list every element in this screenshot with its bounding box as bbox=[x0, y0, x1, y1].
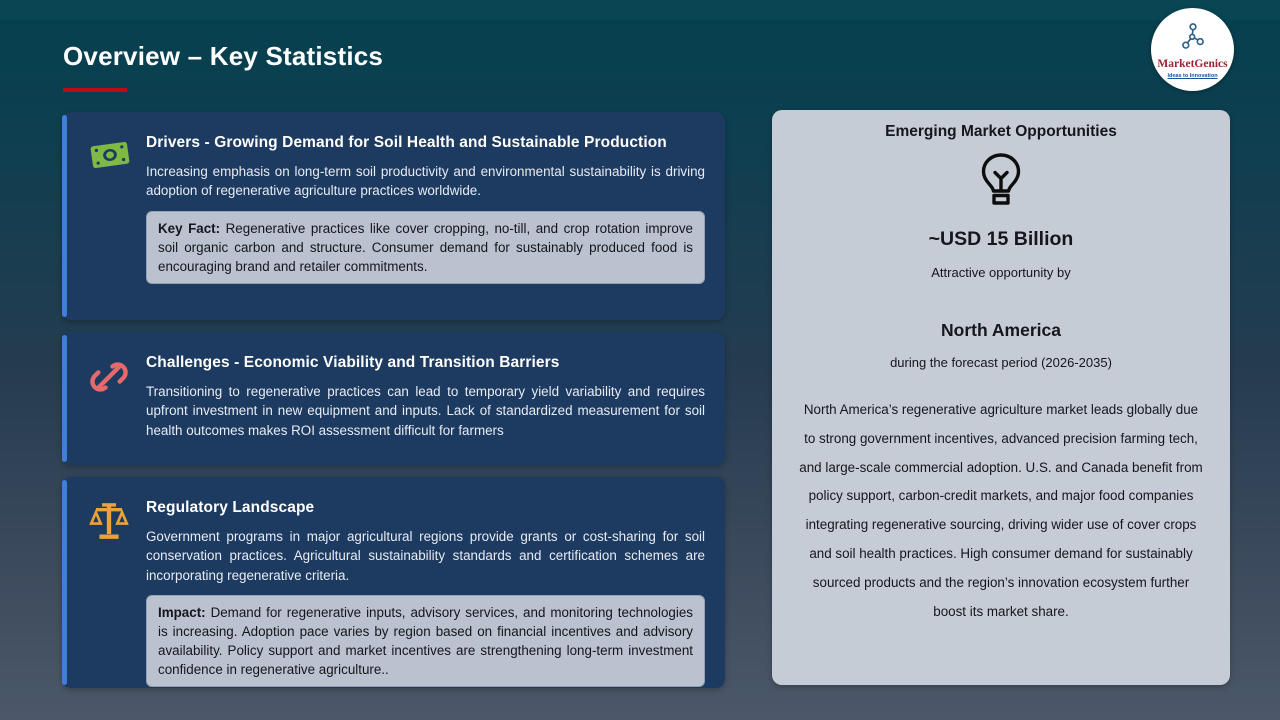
opportunity-subtitle: Attractive opportunity by bbox=[931, 265, 1071, 280]
region-description: North America’s regenerative agriculture market leads globally due to strong government incentives, advanced precision farming tech, and large-scale commercial adoption. U.S. and Canada benefit from policy support, carbon-credit markets, and major food companies integrating regenerative sourcing, driving wider use of cover crops and soil health practices. High consumer demand for sustainably sourced products and the region’s innovation ecosystem further boost its market share. bbox=[799, 402, 1203, 619]
lightbulb-icon bbox=[798, 151, 1204, 212]
forecast-period: during the forecast period (2026-2035) bbox=[890, 355, 1112, 370]
card-drivers-content bbox=[146, 134, 705, 306]
molecule-icon bbox=[1176, 20, 1210, 57]
key-fact-label: Key Fact: bbox=[158, 220, 221, 236]
opportunity-panel-title: Emerging Market Opportunities bbox=[885, 123, 1117, 140]
card-drivers-title: Drivers - Growing Demand for Soil Health and Sustainable Production bbox=[146, 134, 667, 151]
opportunity-panel bbox=[772, 110, 1230, 685]
card-regulatory-title: Regulatory Landscape bbox=[146, 499, 315, 516]
key-fact-box bbox=[146, 211, 705, 284]
brand-name: MarketGenics bbox=[1157, 58, 1228, 71]
card-challenges-content bbox=[146, 354, 705, 451]
brand-logo bbox=[1151, 8, 1234, 91]
card-challenges-title: Challenges - Economic Viability and Transition Barriers bbox=[146, 354, 560, 371]
top-band bbox=[0, 0, 1280, 20]
card-challenges-body: Transitioning to regenerative practices can lead to temporary yield variability and requires upfront investment in new equipment and inputs. Lack of standardized measurement for soil health outcomes makes ROI assessment difficult for farmers bbox=[146, 384, 705, 438]
card-challenges bbox=[62, 332, 725, 465]
stat-cards bbox=[62, 112, 725, 688]
scales-icon bbox=[88, 499, 132, 674]
page-title: Overview – Key Statistics bbox=[63, 41, 384, 71]
card-regulatory-body: Government programs in major agricultural regions provide grants or cost-sharing for soil conservation practices. Agricultural sustainability standards and certification schemes are incorporating regenerative criteria. bbox=[146, 529, 705, 583]
brand-tagline: Ideas to Innovation bbox=[1167, 72, 1218, 79]
broken-link-icon bbox=[88, 354, 132, 451]
impact-label: Impact: bbox=[158, 605, 206, 621]
impact-box bbox=[146, 595, 705, 687]
card-drivers bbox=[62, 112, 725, 320]
card-drivers-body: Increasing emphasis on long-term soil productivity and environmental sustainability is driving adoption of regenerative agriculture practices worldwide. bbox=[146, 164, 705, 199]
card-regulatory-content bbox=[146, 499, 705, 678]
key-fact-text: Regenerative practices like cover cropping, no-till, and crop rotation improve soil organic carbon and structure. Consumer demand for sustainably produced food is encouraging brand and retailer commitments. bbox=[158, 220, 693, 274]
impact-text: Demand for regenerative inputs, advisory services, and monitoring technologies is increasing. Adoption pace varies by region based on financial incentives and advisory availability. Policy support and market incentives are strengthening long-term investment confidence in regenerative agriculture.. bbox=[158, 605, 693, 678]
region-name: North America bbox=[941, 320, 1061, 340]
market-value: ~USD 15 Billion bbox=[928, 228, 1074, 250]
title-underline bbox=[63, 88, 127, 92]
card-regulatory bbox=[62, 477, 725, 688]
money-icon bbox=[88, 134, 132, 306]
